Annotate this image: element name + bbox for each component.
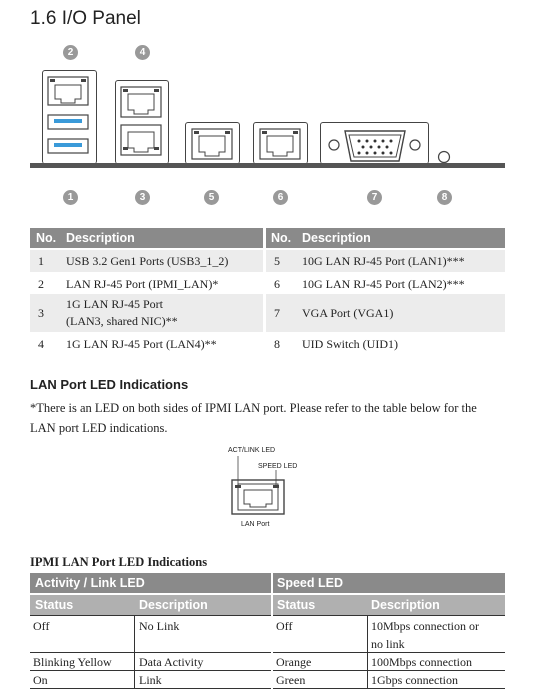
lan-port-label: LAN Port bbox=[241, 521, 270, 528]
table-cell: On bbox=[33, 673, 48, 687]
table-row-no: 7 bbox=[274, 306, 280, 320]
callout-7: 7 bbox=[367, 190, 382, 205]
table-row-desc: 10G LAN RJ-45 Port (LAN1)*** bbox=[302, 254, 465, 268]
led-section-heading: LAN Port LED Indications bbox=[30, 377, 189, 392]
table-cell: 100Mbps connection bbox=[371, 655, 472, 669]
ipmi-lan-port-icon bbox=[43, 71, 96, 164]
table-cell: Orange bbox=[276, 655, 312, 669]
callout-2: 2 bbox=[63, 45, 78, 60]
col-description: Description bbox=[371, 598, 440, 612]
lan-stack bbox=[115, 80, 169, 164]
table-row-desc-line2: (LAN3, shared NIC)** bbox=[66, 314, 178, 328]
speed-led-label: SPEED LED bbox=[258, 463, 298, 470]
col-status: Status bbox=[277, 598, 316, 612]
callout-6: 6 bbox=[273, 190, 288, 205]
led-paragraph-line1: *There is an LED on both sides of IPMI LAN port. Please refer to the table below for the bbox=[30, 401, 477, 415]
table-cell: no link bbox=[371, 637, 405, 651]
table-row-desc: VGA Port (VGA1) bbox=[302, 306, 394, 320]
table-cell: 1Gbps connection bbox=[371, 673, 458, 687]
callout-4: 4 bbox=[135, 45, 150, 60]
vga-port bbox=[320, 122, 429, 164]
table-row-no: 1 bbox=[38, 254, 44, 268]
lan-port-icon bbox=[116, 81, 168, 164]
col-status: Status bbox=[35, 598, 74, 612]
header-no-right: No. bbox=[271, 231, 292, 245]
table-cell: Off bbox=[276, 619, 293, 633]
table-row-no: 5 bbox=[274, 254, 280, 268]
uid-switch-icon bbox=[437, 150, 451, 164]
lan-port-led-icon bbox=[228, 452, 298, 520]
table-row-desc: 10G LAN RJ-45 Port (LAN2)*** bbox=[302, 277, 465, 291]
table-cell: Green bbox=[276, 673, 306, 687]
table-cell: Off bbox=[33, 619, 50, 633]
table-row-no: 4 bbox=[38, 337, 44, 351]
table-row-desc: LAN RJ-45 Port (IPMI_LAN)* bbox=[66, 277, 219, 291]
table-row-no: 2 bbox=[38, 277, 44, 291]
table-row-desc: 1G LAN RJ-45 Port (LAN4)** bbox=[66, 337, 217, 351]
table-row-desc: 1G LAN RJ-45 Port bbox=[66, 297, 164, 311]
table-cell: 10Mbps connection or bbox=[371, 619, 479, 633]
table-cell: Blinking Yellow bbox=[33, 655, 112, 669]
callout-1: 1 bbox=[63, 190, 78, 205]
led-paragraph-line2: LAN port LED indications. bbox=[30, 421, 168, 435]
table-row-desc: USB 3.2 Gen1 Ports (USB3_1_2) bbox=[66, 254, 229, 268]
act-link-led-label: ACT/LINK LED bbox=[228, 447, 276, 454]
usb-lan-stack bbox=[42, 70, 97, 164]
panel-baseline bbox=[30, 163, 505, 168]
lan-port-icon bbox=[254, 123, 307, 164]
callout-5: 5 bbox=[204, 190, 219, 205]
ipmi-heading: IPMI LAN Port LED Indications bbox=[30, 555, 208, 569]
table-row-no: 6 bbox=[274, 277, 280, 291]
table-row-no: 8 bbox=[274, 337, 280, 351]
table-cell: No Link bbox=[139, 619, 180, 633]
col-description: Description bbox=[139, 598, 208, 612]
callout-8: 8 bbox=[437, 190, 452, 205]
lan2-port bbox=[253, 122, 308, 164]
table-row-desc: UID Switch (UID1) bbox=[302, 337, 398, 351]
lan1-port bbox=[185, 122, 240, 164]
vga-port-icon bbox=[321, 123, 428, 164]
callout-3: 3 bbox=[135, 190, 150, 205]
header-desc-left: Description bbox=[66, 231, 135, 245]
group-activity-link: Activity / Link LED bbox=[35, 576, 145, 590]
table-row-no: 3 bbox=[38, 306, 44, 320]
table-cell: Data Activity bbox=[139, 655, 204, 669]
group-speed-led: Speed LED bbox=[277, 576, 343, 590]
table-cell: Link bbox=[139, 673, 162, 687]
header-desc-right: Description bbox=[302, 231, 371, 245]
lan-port-icon bbox=[186, 123, 239, 164]
header-no-left: No. bbox=[36, 231, 57, 245]
page-title: 1.6 I/O Panel bbox=[30, 8, 141, 29]
